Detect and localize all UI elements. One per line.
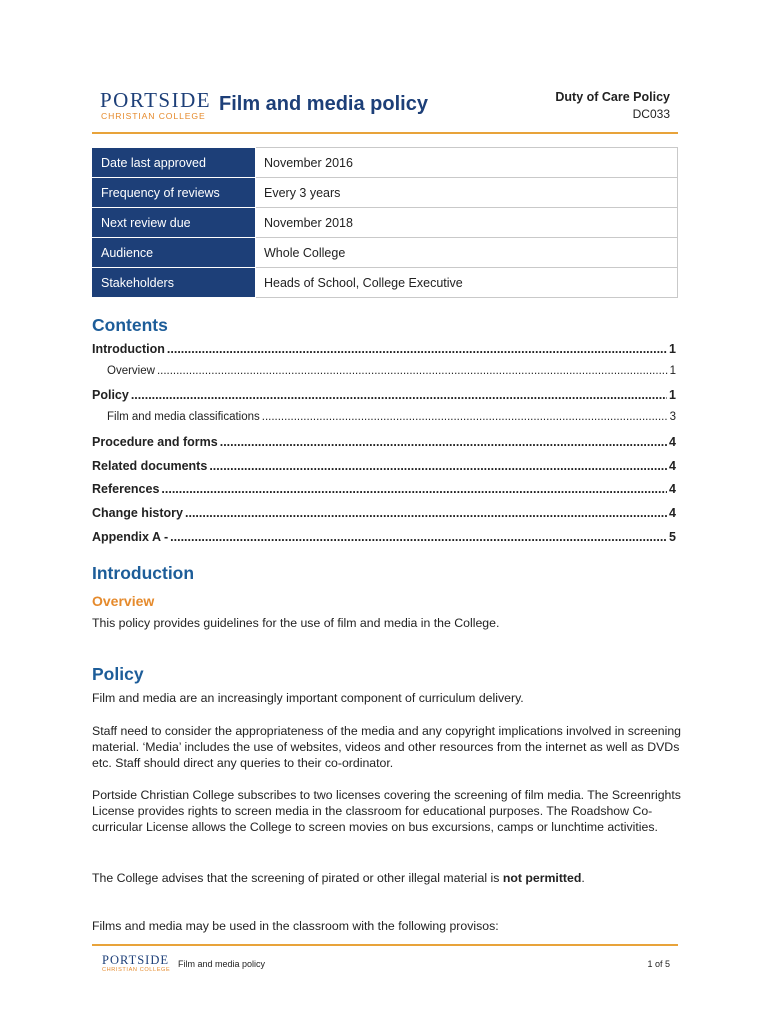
table-row [93,178,678,208]
table-row [93,268,678,298]
toc-leader [161,482,667,496]
toc-page: 1 [669,365,676,377]
toc-leader [167,342,667,356]
toc-label: References [92,482,160,496]
policy-paragraph-3: Portside Christian College subscribes to two licenses covering the screening of film media. The Screenrights License provides rights to screen media in the classroom for educational purposes. The Roadshow Co-curricular License allows the College to screen movies on bus excursions, camps or lunchtime activities. [92,788,681,834]
toc-label: Appendix A - [92,530,169,544]
policy-paragraph-2: Staff need to consider the appropriateness of the media and any copyright implications involved in screening material. ‘Media’ includes the use of websites, videos and other resources from the internet as well as DVDs etc. Staff should direct any queries to their co-ordinator. [92,724,682,770]
info-value: Whole College [256,238,678,268]
info-label: Next review due [93,208,256,238]
table-row [93,238,678,268]
toc-entry-overview[interactable] [107,365,676,377]
toc-entry-references[interactable] [92,482,676,496]
toc-page: 4 [669,459,676,473]
info-value: Every 3 years [256,178,678,208]
toc-leader [157,365,668,377]
toc-label: Introduction [92,342,165,356]
toc-page: 5 [669,530,676,544]
footer-divider [92,944,678,946]
document-title: Film and media policy [219,93,428,115]
info-value: Heads of School, College Executive [256,268,678,298]
toc-entry-appendix-a[interactable] [92,530,676,544]
toc-entry-introduction[interactable] [92,342,676,356]
toc-page: 4 [669,482,676,496]
policy-type: Duty of Care Policy [555,90,670,104]
toc-entry-related-documents[interactable] [92,459,676,473]
toc-entry-procedure[interactable] [92,435,676,449]
toc-entry-change-history[interactable] [92,506,676,520]
table-row [93,148,678,178]
table-row [93,208,678,238]
toc-label: Change history [92,506,183,520]
policy-paragraph-1: Film and media are an increasingly important component of curriculum delivery. [92,691,524,705]
policy-paragraph-4 [92,870,682,886]
footer-title: Film and media policy [178,959,266,969]
toc-page: 4 [669,506,676,520]
overview-paragraph: This policy provides guidelines for the use of film and media in the College. [92,616,500,630]
toc-leader [262,411,668,423]
toc-label: Overview [107,365,155,377]
info-label: Frequency of reviews [93,178,256,208]
toc-leader [131,388,667,402]
toc-entry-classifications[interactable] [107,411,676,423]
toc-leader [170,530,667,544]
toc-page: 1 [669,342,676,356]
toc-leader [185,506,667,520]
info-value: November 2016 [256,148,678,178]
header-divider [92,132,678,134]
toc-label: Policy [92,388,129,402]
introduction-heading: Introduction [92,563,195,583]
footer-logo-wordmark: PORTSIDE [102,953,169,967]
logo-subtitle: CHRISTIAN COLLEGE [101,111,206,121]
policy-p4-end: . [581,871,585,885]
toc-page: 1 [669,388,676,402]
policy-p4-emphasis: not permitted [502,871,582,885]
toc-page: 3 [669,411,676,423]
policy-p4-text: The College advises that the screening of pirated or other illegal material is [92,871,503,885]
toc-label: Film and media classifications [107,411,260,423]
policy-code: DC033 [632,107,670,121]
toc-page: 4 [669,435,676,449]
contents-heading: Contents [92,315,168,335]
policy-heading: Policy [92,664,144,684]
policy-info-table [92,147,678,298]
info-label: Stakeholders [93,268,256,298]
info-label: Date last approved [93,148,256,178]
policy-paragraph-5: Films and media may be used in the classroom with the following provisos: [92,919,499,933]
toc-leader [209,459,667,473]
toc-label: Related documents [92,459,208,473]
info-label: Audience [93,238,256,268]
page-number: 1 of 5 [647,959,670,969]
toc-entry-policy[interactable] [92,388,676,402]
footer-logo-subtitle: CHRISTIAN COLLEGE [102,967,171,973]
toc-label: Procedure and forms [92,435,218,449]
overview-subheading: Overview [92,593,155,609]
logo-wordmark: PORTSIDE [100,88,212,112]
toc-leader [220,435,667,449]
info-value: November 2018 [256,208,678,238]
